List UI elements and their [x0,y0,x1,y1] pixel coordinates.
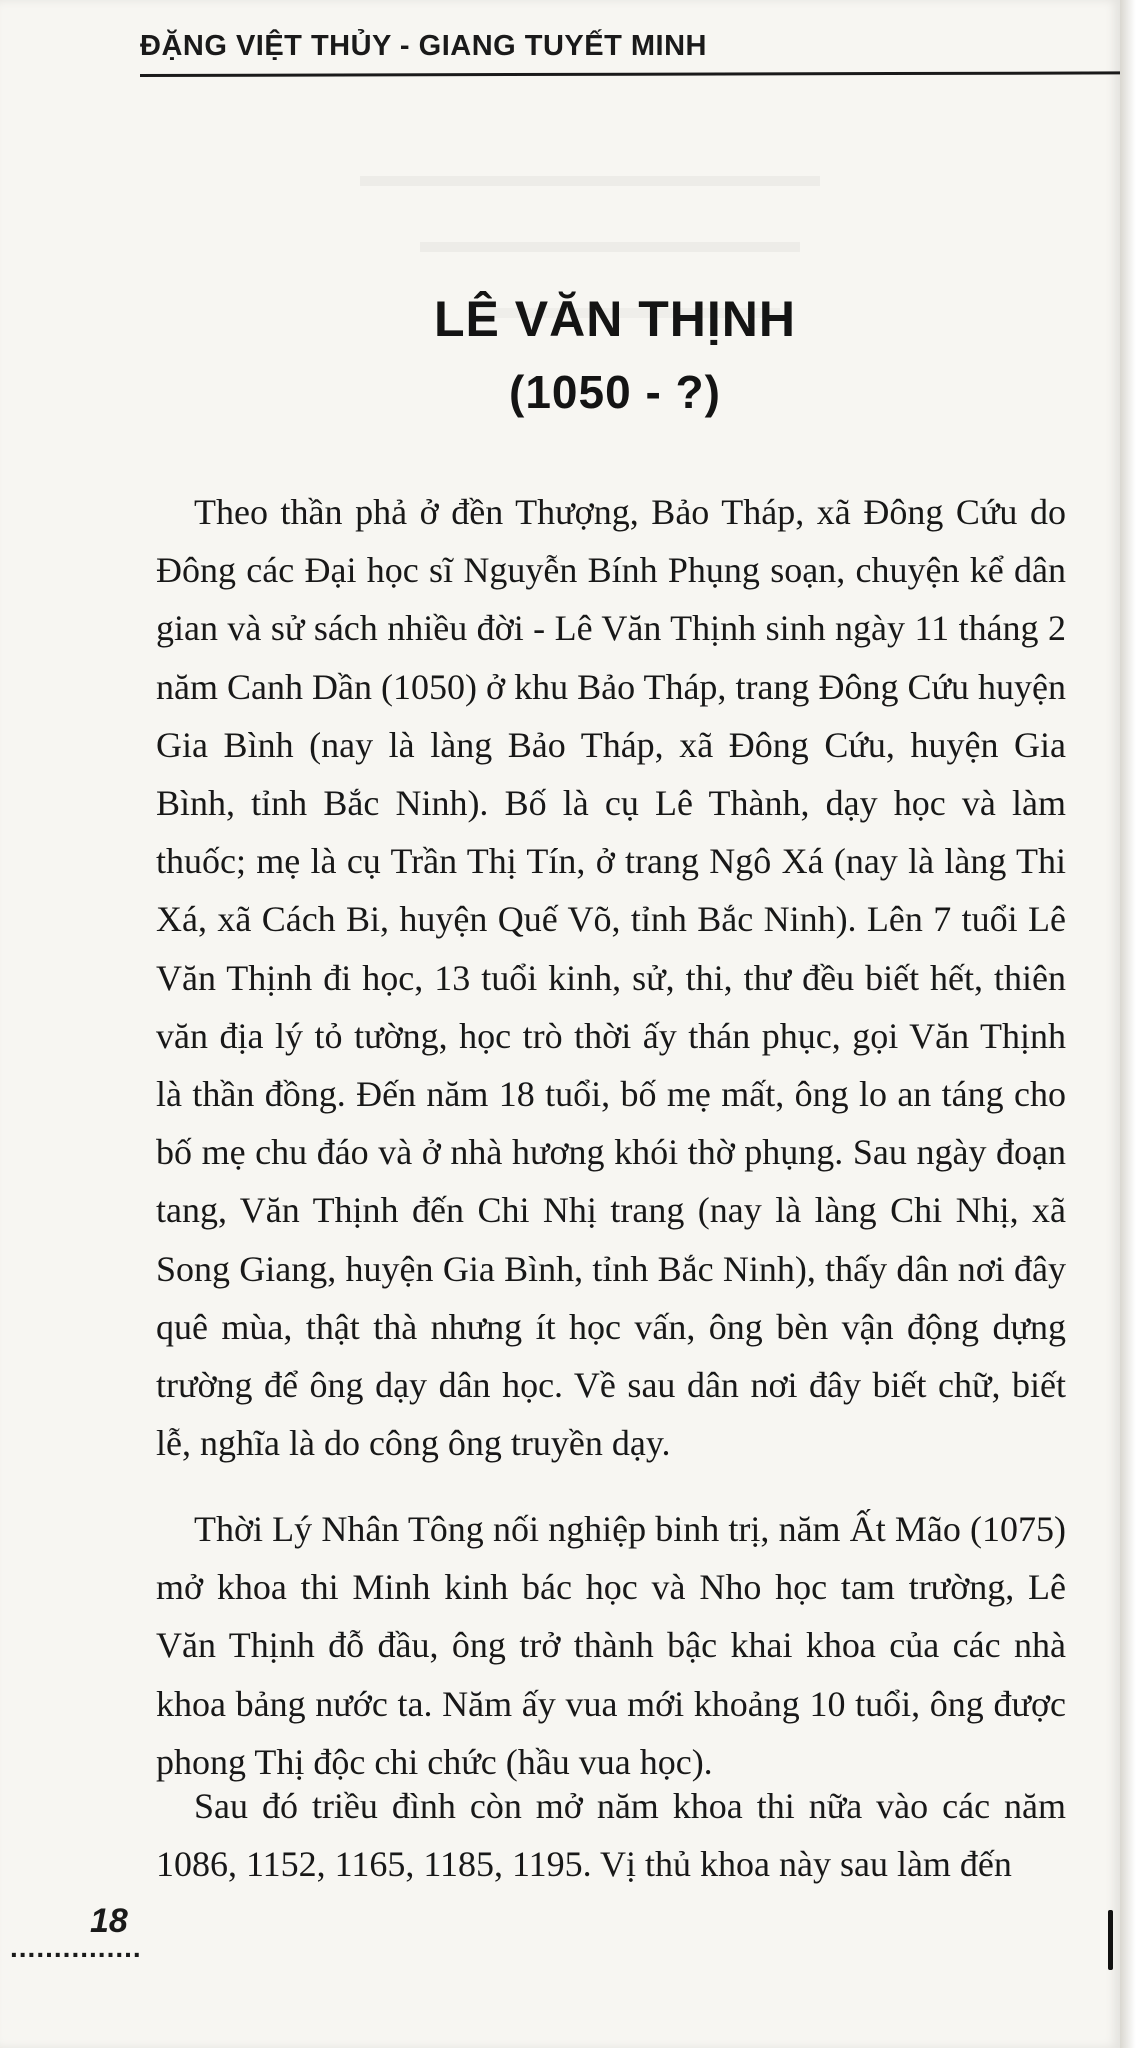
body-paragraph-3: Sau đó triều đình còn mở năm khoa thi nữa vào các năm 1086, 1152, 1165, 1185, 1195. Vị thủ khoa này sau làm đến [156,1786,1066,1885]
body-paragraph-2: Thời Lý Nhân Tông nối nghiệp binh trị, năm Ất Mão (1075) mở khoa thi Minh kinh bác học và Nho học tam trường, Lê Văn Thịnh đỗ đầu, ông trở thành bậc khai khoa của các nhà khoa bảng nước ta. Năm ấy vua mới khoảng 10 tuổi, ông được phong Thị độc chi chức (hầu vua học). [156,1509,1066,1782]
show-through-texture [320,120,920,318]
footer-dotted-leader: ............... [10,1932,142,1963]
article-years: (1050 - ?) [509,366,721,418]
body-paragraph-1: Theo thần phả ở đền Thượng, Bảo Tháp, xã Đông Cứu do Đông các Đại học sĩ Nguyễn Bính Phụng soạn, chuyện kể dân gian và sử sách nhiều đời - Lê Văn Thịnh sinh ngày 11 tháng 2 năm Canh Dần (1050) ở khu Bảo Tháp, trang Đông Cứu huyện Gia Bình (nay là làng Bảo Tháp, xã Đông Cứu, huyện Gia Bình, tỉnh Bắc Ninh). Bố là cụ Lê Thành, dạy học và làm thuốc; mẹ là cụ Trần Thị Tín, ở trang Ngô Xá (nay là làng Thi Xá, xã Cách Bi, huyện Quế Võ, tỉnh Bắc Ninh). Lên 7 tuổi Lê Văn Thịnh đi học, 13 tuổi kinh, sử, thi, thư đều biết hết, thiên văn địa lý tỏ tường, học trò thời ấy thán phục, gọi Văn Thịnh là thần đồng. Đến năm 18 tuổi, bố mẹ mất, ông lo an táng cho bố mẹ chu đáo và ở nhà hương khói thờ phụng. Sau ngày đoạn tang, Văn Thịnh đến Chi Nhị trang (nay là làng Chi Nhị, xã Song Giang, huyện Gia Bình, tỉnh Bắc Ninh), thấy dân nơi đây quê mùa, thật thà nhưng ít học vấn, ông bèn vận động dựng trường để ông dạy dân học. Về sau dân nơi đây biết chữ, biết lễ, nghĩa là do công ông truyền dạy. [156,492,1066,1464]
page-corner-mark [1108,1910,1113,1970]
page-number: 18 [90,1902,128,1940]
running-header: ĐẶNG VIỆT THỦY - GIANG TUYẾT MINH [140,30,707,62]
page-edge [1120,0,1146,2048]
header-rule [140,71,1120,77]
article-title: LÊ VĂN THỊNH [434,291,796,347]
